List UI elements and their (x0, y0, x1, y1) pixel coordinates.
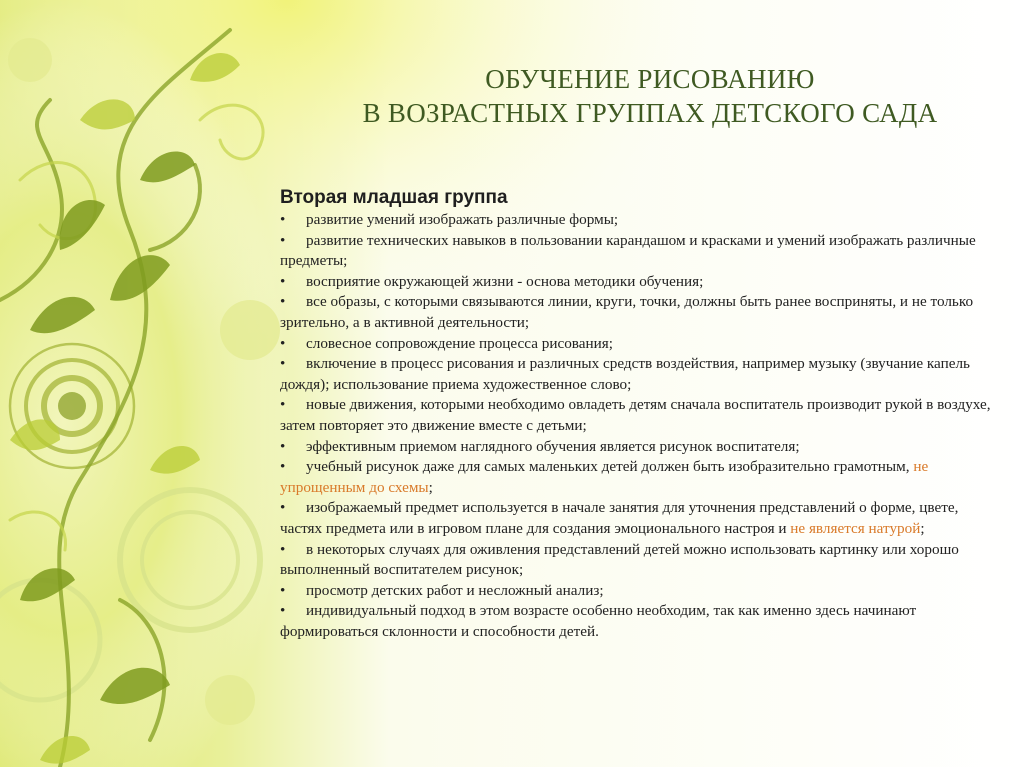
bullet-icon: • (280, 211, 286, 228)
bullet-icon: • (280, 293, 286, 311)
bullet-list (280, 210, 1000, 642)
list-item-text: все образы, с которыми связываются линии, круги, точки, должны быть ранее восприняты, и не только зрительно, а в активной деятельности; (280, 293, 974, 331)
bullet-icon: • (280, 355, 286, 373)
bullet-icon: • (280, 581, 286, 599)
list-item-text: восприятие окружающей жизни - основа методики обучения; (306, 272, 704, 290)
highlighted-text: не является натурой (790, 519, 921, 537)
list-item (280, 601, 1000, 642)
bullet-icon: • (280, 334, 286, 352)
list-item (280, 334, 1000, 355)
list-item (280, 272, 1000, 293)
list-item (280, 395, 1000, 436)
bullet-icon: • (280, 602, 286, 620)
highlighted-text: не упрощенным до схемы (280, 458, 929, 496)
bullet-icon: • (280, 499, 286, 517)
bullet-icon: • (280, 437, 286, 455)
bullet-icon: • (280, 540, 286, 558)
title-line-2: В ВОЗРАСТНЫХ ГРУППАХ ДЕТСКОГО САДА (362, 98, 938, 128)
list-item-text: включение в процесс рисования и различных средств воздействия, например музыку (звучание капель дождя); использование приема художественное слово; (280, 355, 970, 393)
bullet-icon: • (280, 458, 286, 476)
list-item-text: в некоторых случаях для оживления представлений детей можно использовать картинку или хорошо выполненный воспитателем рисунок; (280, 540, 959, 579)
list-item (280, 354, 1000, 395)
list-item-text: эффективным приемом наглядного обучения является рисунок воспитателя; (306, 437, 800, 455)
title-line-1: ОБУЧЕНИЕ РИСОВАНИЮ (485, 64, 815, 94)
list-item-text: учебный рисунок даже для самых маленьких детей должен быть изобразительно грамотным, (306, 458, 914, 476)
list-item-text: изображаемый предмет используется в начале занятия для уточнения представлений о форме, цвете, частях предмета или в игровом плане для создания эмоционального настроя и (280, 499, 959, 537)
list-item (280, 540, 1000, 581)
section-heading: Вторая младшая группа (280, 187, 508, 208)
list-item (280, 581, 1000, 602)
list-item (280, 292, 1000, 333)
list-item-text: развитие умений изображать различные формы; (306, 211, 619, 228)
list-item (280, 498, 1000, 539)
bullet-icon: • (280, 272, 286, 290)
content-block (280, 186, 1000, 642)
list-item-text: новые движения, которыми необходимо овладеть детям сначала воспитатель производит рукой в воздухе, затем повторяет это движение вместе с детьми; (280, 396, 991, 434)
list-item (280, 210, 1000, 231)
list-item-text: индивидуальный подход в этом возрасте особенно необходим, так как именно здесь начинают формироваться склонности и способности детей. (280, 602, 917, 640)
list-item-text: развитие технических навыков в пользовании карандашом и красками и умений изображать различные предметы; (280, 231, 976, 270)
list-item (280, 231, 1000, 272)
bullet-icon: • (280, 396, 286, 414)
bullet-icon: • (280, 231, 286, 249)
page-title (330, 62, 970, 130)
list-item (280, 437, 1000, 458)
list-item-text: просмотр детских работ и несложный анализ; (306, 581, 604, 599)
list-item (280, 457, 1000, 498)
list-item-tail: ; (920, 519, 925, 537)
list-item-tail: ; (428, 478, 433, 496)
list-item-text: словесное сопровождение процесса рисования; (306, 334, 613, 352)
